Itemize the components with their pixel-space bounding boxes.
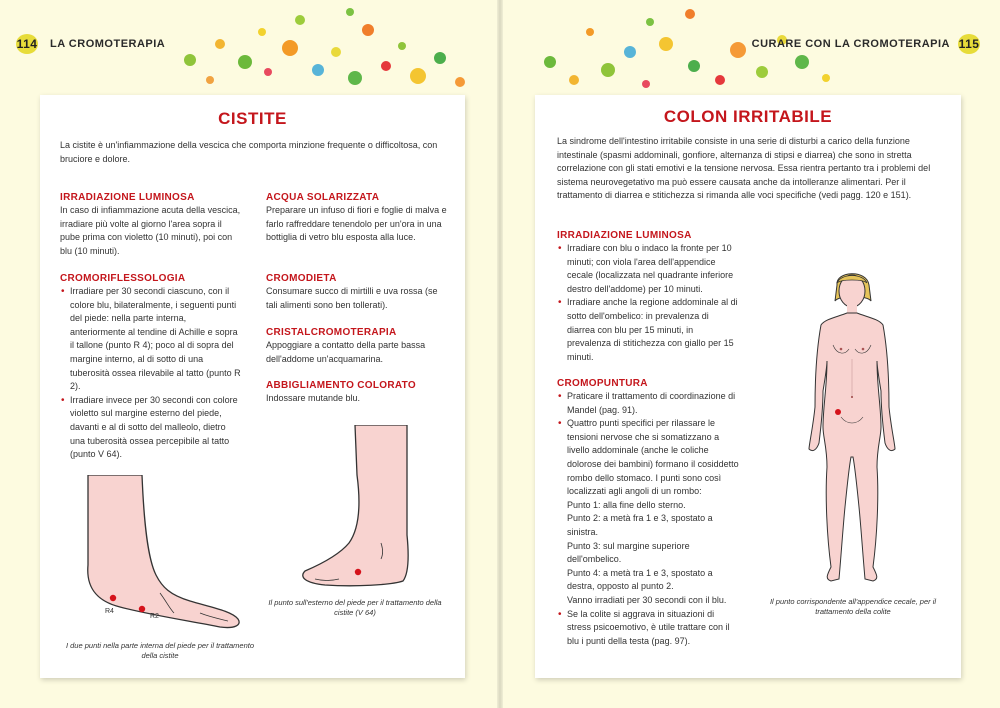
inner-foot-caption: I due punti nella parte interna del piede per il trattamento della cistite xyxy=(65,641,255,660)
cromoriflessologia-section xyxy=(60,273,242,462)
cromodieta-text: Consumare succo di mirtilli e uva rossa (se tali alimenti sono ben tollerati). xyxy=(266,286,438,310)
colon-irradiazione-section xyxy=(557,230,739,364)
left-running-head xyxy=(16,34,165,54)
cromopuntura-section xyxy=(557,378,739,648)
irradiazione-note: Vanno irradiati per 30 secondi con il blu. xyxy=(567,594,727,605)
rombo-intro: Quattro punti specifici per rilassare le tensioni nervose che si somatizzano a livello addominale (anche le coliche dolorose dei bambini) formano il cosiddetto rombo dello stomaco. I punti sono così localizzati agli angoli di un rombo: xyxy=(567,418,739,497)
punto-4: Punto 4: a metà tra 1 e 3, spostato a destra, opposto al punto 2. xyxy=(567,567,713,592)
decorative-dots-left-icon xyxy=(150,0,480,95)
list-item: • Irradiare invece per 30 secondi con colore violetto sul margine esterno del piede, davanti e al di sotto del malleolo, dietro una tuberosità ossea percepibile al tatto (punto V 64). xyxy=(70,394,242,462)
colon-title: COLON IRRITABILE xyxy=(663,107,833,126)
list-item xyxy=(567,417,739,607)
cromopuntura-list xyxy=(557,390,739,648)
irradiazione-section xyxy=(60,192,242,258)
colon-irradiazione-heading: IRRADIAZIONE LUMINOSA xyxy=(557,230,692,241)
colon-irritabile-card xyxy=(535,95,961,678)
cristal-section xyxy=(266,327,448,366)
cromoriflessologia-list xyxy=(60,285,242,462)
colon-irradiazione-list xyxy=(557,242,739,364)
cromoriflessologia-heading: CROMORIFLESSOLOGIA xyxy=(60,273,186,284)
right-running-head xyxy=(752,34,980,54)
outer-foot-illustration-icon xyxy=(295,425,420,590)
book-gutter xyxy=(497,0,503,708)
body-illustration-icon xyxy=(797,267,907,587)
colon-intro: La sindrome dell'intestino irritabile consiste in una serie di disturbi a carico della funzione intestinale (spasmi addominali, gonfiore, alternanza di stipsi e diarrea) che sono in stretta correlazione con gli stati emotivi e la tensione nervosa. Essa rientra pertanto tra i problemi del sistema neurovegetativo ma può essere causata anche da intolleranze alimentari. Per il trattamento di diarrea e stitichezza si rimanda alle voci specifiche (vedi pagg. 120 e 151). xyxy=(557,136,931,201)
punto-1: Punto 1: alla fine dello sterno. xyxy=(567,499,686,510)
acqua-heading: ACQUA SOLARIZZATA xyxy=(266,192,380,203)
acqua-section xyxy=(266,192,448,245)
irradiazione-heading: IRRADIAZIONE LUMINOSA xyxy=(60,192,195,203)
list-item: • Se la colite si aggrava in situazioni di stress psicoemotivo, è utile trattare con il blu i punti della testa (pag. 97). xyxy=(567,608,739,649)
body-caption: Il punto corrispondente all'appendice cecale, per il trattamento della colite xyxy=(769,597,937,616)
cistite-title: CISTITE xyxy=(218,109,287,128)
foot-label-r4: R4 xyxy=(105,608,114,615)
outer-foot-caption: Il punto sull'esterno del piede per il trattamento della cistite (V 64) xyxy=(268,598,442,617)
cromodieta-section xyxy=(266,273,448,312)
punto-3: Punto 3: sul margine superiore dell'ombelico. xyxy=(567,540,690,565)
inner-foot-illustration-icon xyxy=(70,475,245,635)
cistite-intro: La cistite è un'infiammazione della vescica che comporta minzione frequente o difficoltosa, con bruciore e dolore. xyxy=(60,140,438,164)
cistite-card xyxy=(40,95,465,678)
list-item: • Irradiare anche la regione addominale al di sotto dell'ombelico: in prevalenza di diarrea con blu per 15 minuti, in prevalenza di stitichezza con giallo per 15 minuti. xyxy=(567,296,739,364)
list-item: • Irradiare per 30 secondi ciascuno, con il colore blu, bilateralmente, i seguenti punti del piede: nella parte interna, anteriormente al tendine di Achille e sopra il tallone (punto R 4); poco al di sopra del margine interno, al di sotto di una tuberosità ossea rilevabile al tatto (punto R 2). xyxy=(70,285,242,394)
punto-2: Punto 2: a metà fra 1 e 3, spostato a sinistra. xyxy=(567,513,713,537)
list-item: • Irradiare con blu o indaco la fronte per 10 minuti; con viola l'area dell'appendice cecale (localizzata nel quadrante inferiore destro dell'addome) per 10 minuti. xyxy=(567,242,739,296)
abbigliamento-heading: ABBIGLIAMENTO COLORATO xyxy=(266,380,416,391)
right-page-number: 115 xyxy=(958,34,980,54)
abbigliamento-text: Indossare mutande blu. xyxy=(266,393,361,403)
cristal-heading: CRISTALCROMOTERAPIA xyxy=(266,327,397,338)
foot-label-r2: R2 xyxy=(150,613,159,620)
abbigliamento-section xyxy=(266,380,448,406)
left-running-head-text: LA CROMOTERAPIA xyxy=(50,38,166,50)
cromodieta-heading: CROMODIETA xyxy=(266,273,337,284)
acqua-text: Preparare un infuso di fiori e foglie di malva e farlo raffreddare tenendolo per un'ora in una bottiglia di vetro blu esposta alla luce. xyxy=(266,205,447,243)
cromopuntura-heading: CROMOPUNTURA xyxy=(557,378,648,389)
left-page-number: 114 xyxy=(16,34,38,54)
irradiazione-text: In caso di infiammazione acuta della vescica, irradiare più volte al giorno l'area sopra il pube prima con violetto (10 minuti), poi con blu (10 minuti). xyxy=(60,205,241,256)
cristal-text: Appoggiare a contatto della parte bassa dell'addome un'acquamarina. xyxy=(266,340,426,364)
right-running-head-text: CURARE CON LA CROMOTERAPIA xyxy=(751,38,950,50)
list-item: • Praticare il trattamento di coordinazione di Mandel (pag. 91). xyxy=(567,390,739,417)
